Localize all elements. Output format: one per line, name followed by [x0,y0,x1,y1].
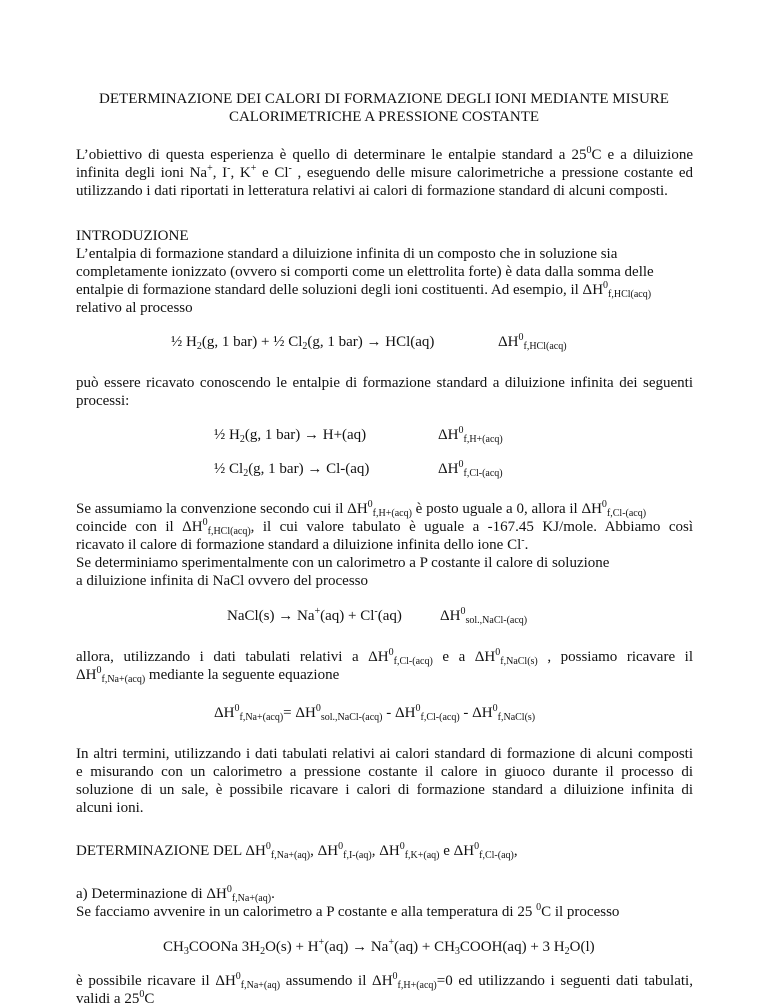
intro-line2: completamente ionizzato (ovvero si comporti come un elettrolita forte) è data dalla somma delle [76,264,654,280]
intro-line3: entalpie di formazione standard delle soluzioni degli ioni costituenti. Ad esempio, il $\Delta H^0_{f,HCl(acq)}$ [76,280,652,300]
equation-na-ion-enthalpy: $\Delta H^0_{f,Na+(acq)}= \Delta H^0_{sol.,NaCl-(acq)} - \Delta H^0_{f,Cl-(acq)} - \Delta H^0_{f,NaCl(s)}$ [214,703,536,723]
para5-line3: soluzione di un sale, è possibile ricavare i calori di formazione standard a diluizione infinita di [76,782,693,798]
subsection-a-line2: Se facciamo avvenire in un calorimetro a P costante e alla temperatura di 25 $^0$C il processo [76,902,620,920]
para4-line2: $\Delta H^0_{f,Na+(acq)}$ mediante la seguente equazione [76,665,340,685]
objective-line3: utilizzando i dati riportati in letteratura relativi ai calori di formazione standard di alcuni composti. [76,183,668,199]
section-heading-determinazione: DETERMINAZIONE DEL $\Delta H^0_{f,Na+(aq)}$, $\Delta H^0_{f,I-(aq)}$, $\Delta H^0_{f,K+(aq)}$ e $\Delta H^0_{f,Cl-(aq)}$, [76,841,518,861]
para5-line4: alcuni ioni. [76,800,144,816]
document-title-line2: CALORIMETRICHE A PRESSIONE COSTANTE [228,109,540,125]
equation-hcl-formation: ½ $H_2(g$, 1 bar) + ½ $Cl_2(g$, 1 bar) → HCl(aq) [171,334,435,352]
para5-line2: e misurando con un calorimetro a pressione costante il calore in giuoco durante il processo di [76,764,693,780]
objective-line1: L’obiettivo di questa esperienza è quello di determinare le entalpie standard a $25^0C$ e a diluizione [76,145,693,163]
para2-line2: processi: [76,393,130,409]
para3-line1: Se assumiamo la convenzione secondo cui il $\Delta H^0_{f,H+(acq)}$ è posto uguale a 0, allora il $\Delta H^0_{f,Cl-(acq)}$ [76,499,647,519]
para6-line1: è possibile ricavare il $\Delta H^0_{f,Na+(aq)}$ assumendo il $\Delta H^0_{f,H+(acq)}=0$ ed utilizzando i seguenti dati tabulati, [76,971,693,991]
equation-nacl-solution: NaCl(s) → Na+(aq) + Cl-(aq) [227,606,402,624]
equation-nacl-solution-enthalpy: $\Delta H^0_{sol.,NaCl-(acq)}$ [440,606,528,626]
objective-line2: infinita degli ioni Na+, I-, K+ e Cl- , eseguendo delle misure calorimetriche a pressione costante ed [76,163,693,181]
equation-cl-ion-enthalpy: $\Delta H^0_{f,Cl-(acq)}$ [438,459,503,479]
equation-h-ion: ½ $H_2(g$, 1 bar) → H+(aq) [214,427,367,445]
intro-line1: L’entalpia di formazione standard a diluizione infinita di un composto che in soluzione sia [76,246,618,262]
equation-sodium-acetate: $CH_3COONa$ $3H_2O(s) + H^+(aq) \to Na^+(aq)$ + $CH_3COOH(aq) + 3$ $H_2O(l)$ [163,937,595,957]
para3-line2: coincide con il $\Delta H^0_{f,HCl(acq)}$, il cui valore tabulato è uguale a -167.45 KJ/mole. Abbiamo così [76,517,693,537]
para3-line3: ricavato il calore di formazione standard a diluizione infinita dello ione Cl-. [76,535,529,553]
intro-heading: INTRODUZIONE [76,228,189,244]
equation-hcl-enthalpy: $\Delta H^0_{f,HCl(acq)}$ [498,332,567,352]
para5-line1: In altri termini, utilizzando i dati tabulati relativi ai calori standard di formazione di alcuni composti [76,746,693,762]
para2-line1: può essere ricavato conoscendo le entalpie di formazione standard a diluizione infinita dei seguenti [76,375,693,391]
para6-line2: validi a $25^0C$ [76,989,155,1007]
para3-line5: a diluizione infinita di NaCl ovvero del processo [76,573,369,589]
para4-line1: allora, utilizzando i dati tabulati relativi a $\Delta H^0_{f,Cl-(acq)}$ e a $\Delta H^0_{f,NaCl(s)}$ , possiamo ricavare il [76,647,694,667]
equation-cl-ion: ½ $Cl_2(g$, 1 bar) → Cl-(aq) [214,461,370,479]
intro-line4: relativo al processo [76,300,193,316]
document-title-line1: DETERMINAZIONE DEI CALORI DI FORMAZIONE DEGLI IONI MEDIANTE MISURE [99,91,669,107]
para3-line4: Se determiniamo sperimentalmente con un calorimetro a P costante il calore di soluzione [76,555,610,571]
subsection-a-title: a) Determinazione di $\Delta H^0_{f,Na+(aq)}$. [76,884,275,904]
equation-h-ion-enthalpy: $\Delta H^0_{f,H+(acq)}$ [438,425,503,445]
